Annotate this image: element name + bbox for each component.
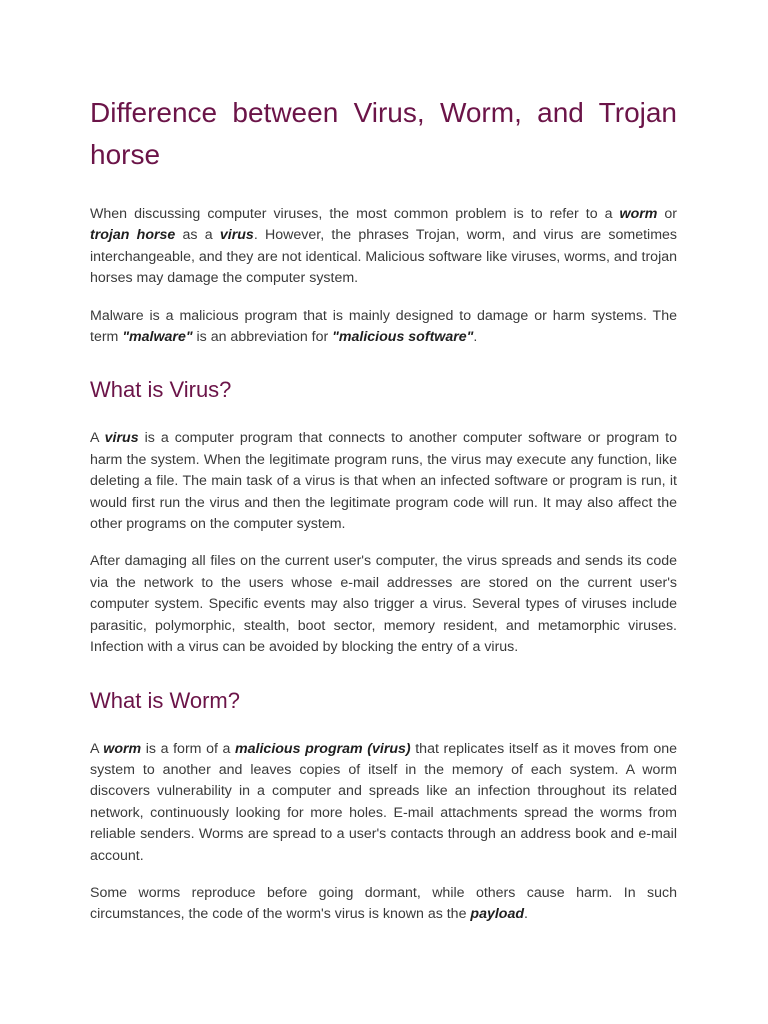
text-run: A	[90, 740, 104, 757]
emphasis-malware: "malware"	[122, 329, 193, 346]
emphasis-worm: worm	[103, 740, 142, 757]
heading-what-is-virus: What is Virus?	[90, 377, 232, 403]
heading-what-is-worm: What is Worm?	[90, 687, 240, 713]
intro-paragraph-1	[90, 204, 677, 290]
emphasis-malicious-software: "malicious software"	[332, 329, 474, 346]
emphasis-malicious-program: malicious program (virus)	[235, 740, 411, 757]
page-title: Difference between Virus, Worm, and Trojan horse	[90, 97, 677, 170]
text-run: .	[473, 329, 478, 346]
text-run: When discussing computer viruses, the most common problem is to refer to a	[90, 206, 620, 222]
text-run: as a	[175, 227, 220, 244]
text-run: is a form of a	[141, 740, 236, 757]
text-run: that replicates itself as it moves from one system to another and leaves copies of itself in the memory of each system. A worm discovers vulnerability in a computer and spreads like an infection throughout its related network, continuously looking for more holes. E-mail attachments spread the worms from reliable senders. Worms are spread to a user's contacts through an address book and e-mail account.	[90, 740, 677, 864]
text-run: is a computer program that connects to another computer software or program to harm the system. When the legitimate program runs, the virus may execute any function, like deleting a file. The main task of a virus is that when an infected software or program is run, it would first run the virus and then the legitimate program code will run. It may also affect the other programs on the computer system.	[90, 430, 677, 533]
text-run: Some worms reproduce before going dormant, while others cause harm. In such circumstances, the code of the worm's virus is known as the	[90, 884, 677, 923]
text-run: Malware is a malicious program that is mainly designed to damage or harm systems. The term	[90, 307, 677, 346]
emphasis-virus: virus	[219, 227, 254, 244]
text-run: .	[524, 906, 528, 923]
emphasis-trojan-horse: trojan horse	[90, 227, 176, 244]
worm-paragraph-2	[90, 883, 677, 926]
text-run: or	[657, 206, 677, 222]
emphasis-payload: payload	[470, 906, 525, 923]
emphasis-virus: virus	[104, 430, 139, 447]
text-run: A	[90, 430, 105, 447]
text-run: is an abbreviation for	[192, 329, 333, 346]
document-page	[90, 92, 677, 942]
text-run: . However, the phrases Trojan, worm, and virus are sometimes interchangeable, and they are not identical. Malicious software like viruses, worms, and trojan horses may damage the computer system.	[90, 227, 677, 287]
virus-paragraph-2: After damaging all files on the current user's computer, the virus spreads and sends its code via the network to the users whose e-mail addresses are stored on the current user's computer system. Specific events may also trigger a virus. Several types of viruses include parasitic, polymorphic, stealth, boot sector, memory resident, and metamorphic viruses. Infection with a virus can be avoided by blocking the entry of a virus.	[90, 553, 677, 656]
worm-paragraph-1	[90, 739, 677, 867]
virus-paragraph-1	[90, 428, 677, 535]
intro-paragraph-2	[90, 306, 677, 349]
emphasis-worm: worm	[619, 206, 658, 222]
